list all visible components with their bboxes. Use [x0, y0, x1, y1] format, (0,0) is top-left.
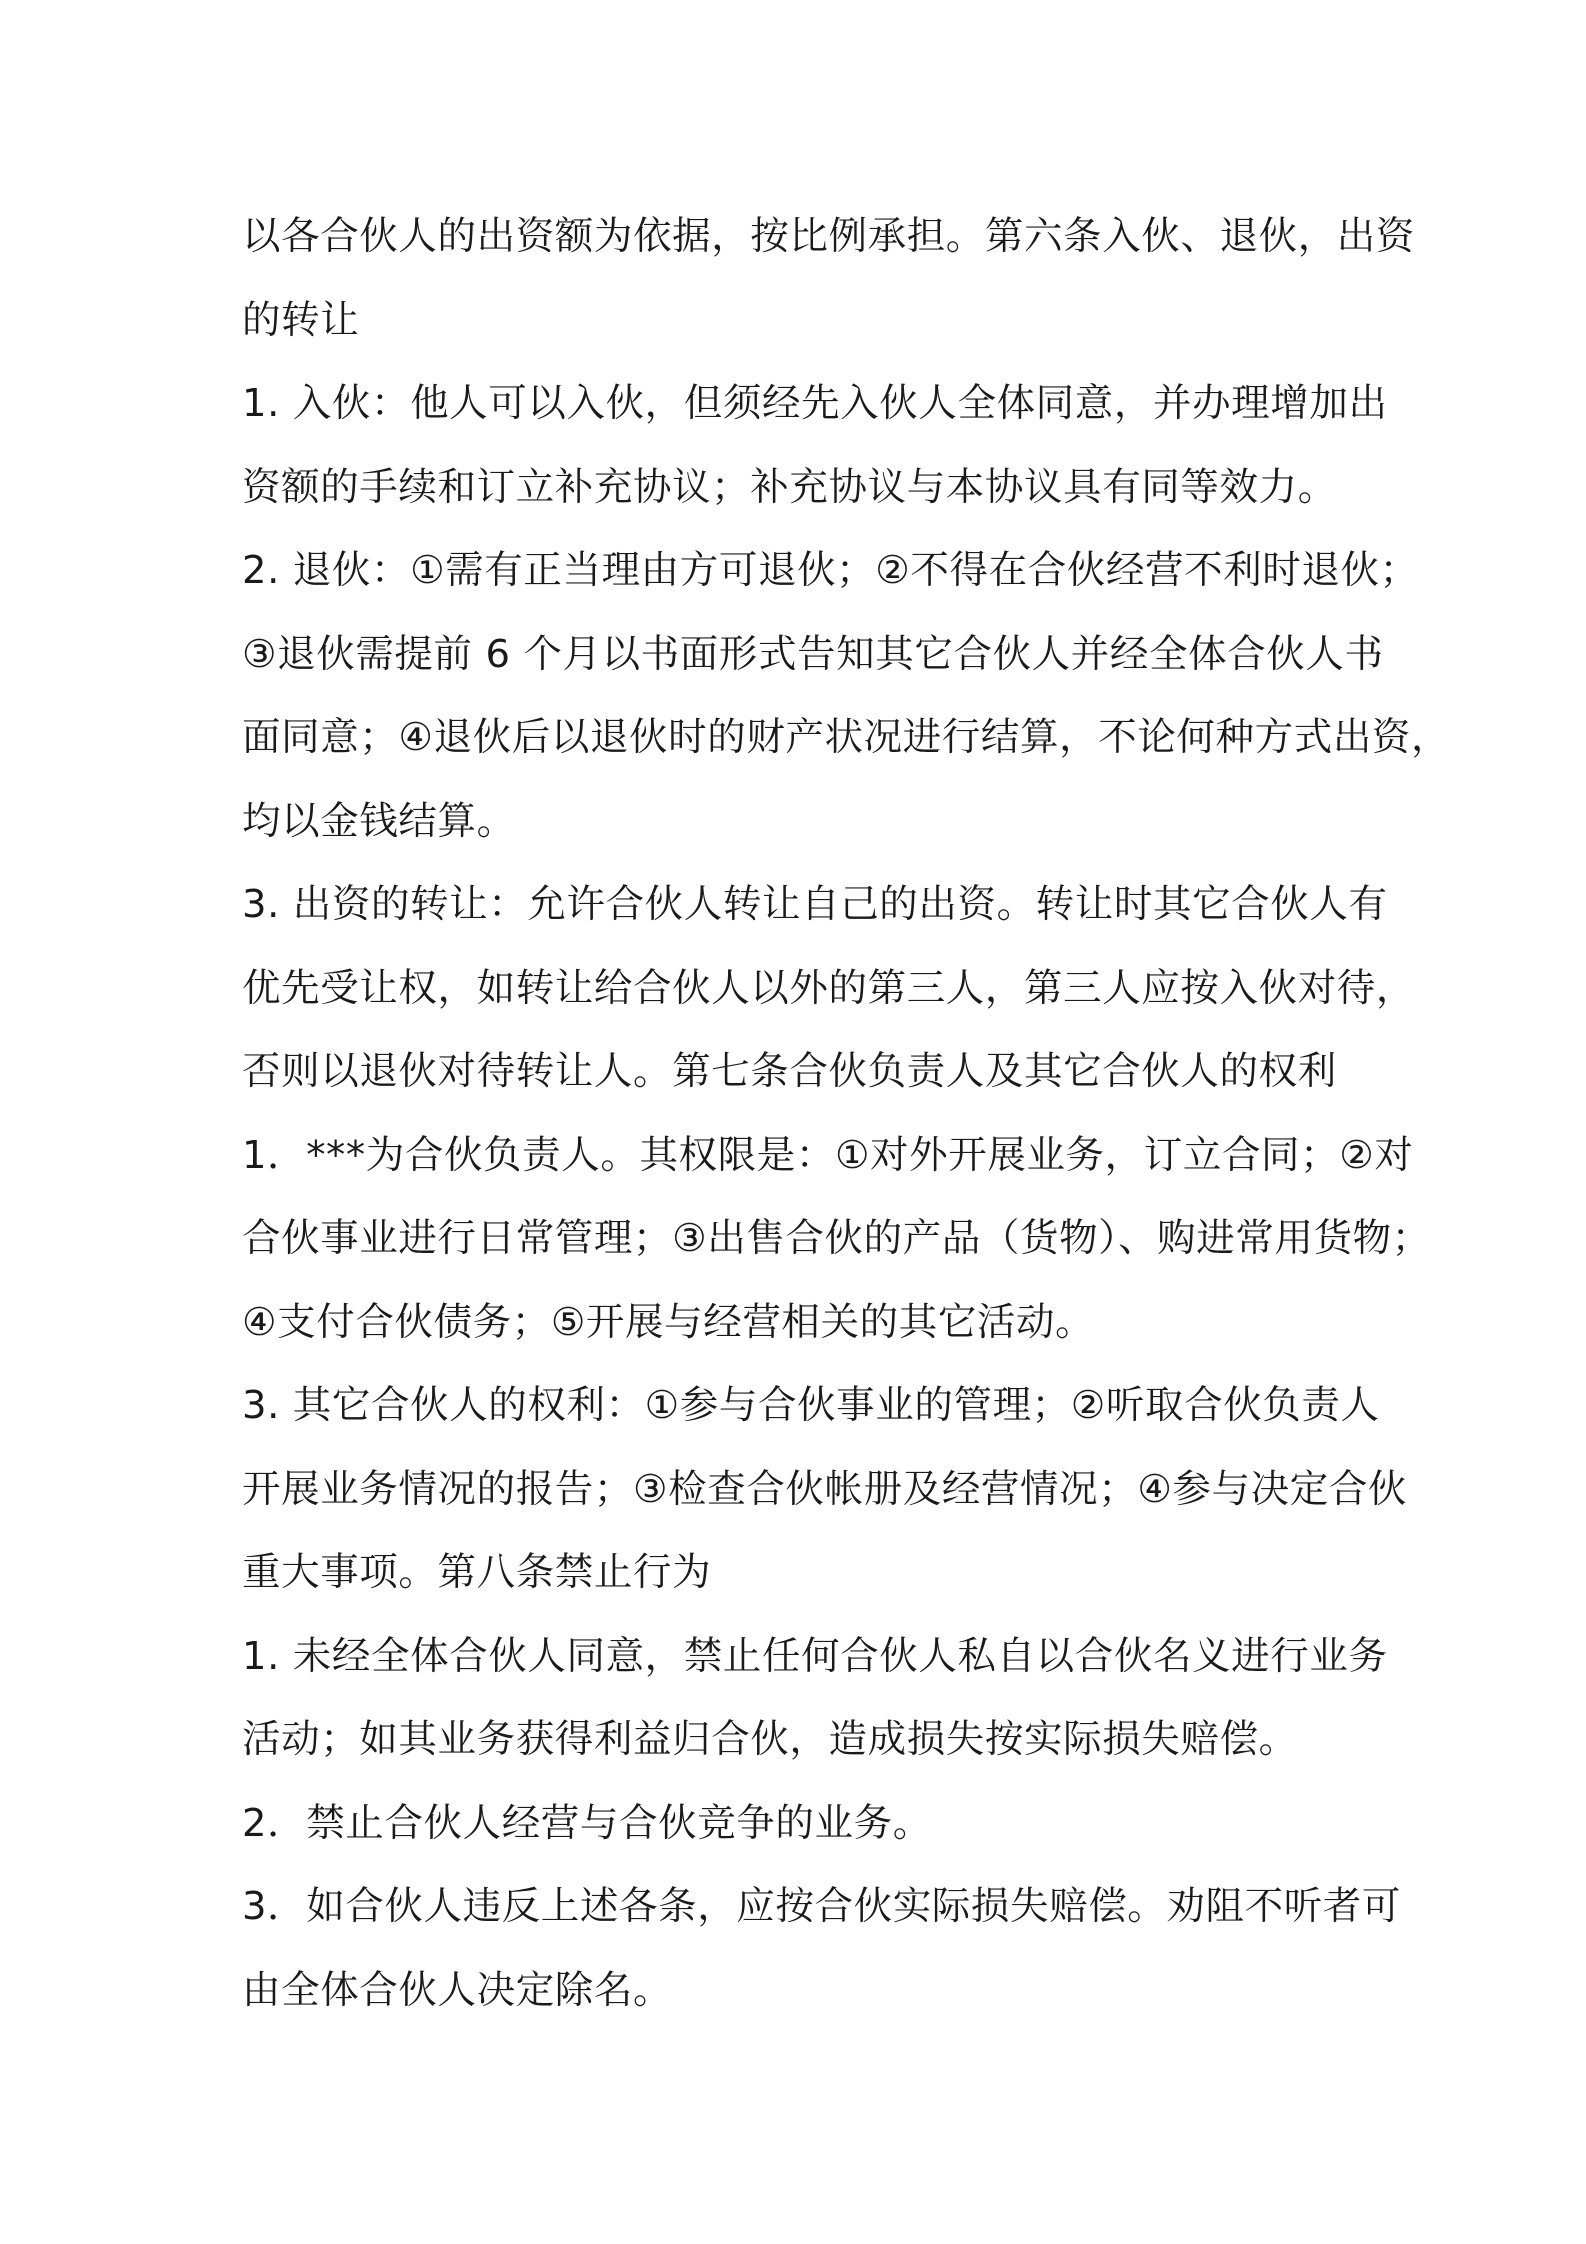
text-line: 2. 退伙：①需有正当理由方可退伙；②不得在合伙经营不利时退伙；: [242, 548, 1419, 593]
text-line: 3. 其它合伙人的权利：①参与合伙事业的管理；②听取合伙负责人: [242, 1383, 1380, 1428]
text-line: 资额的手续和订立补充协议；补充协议与本协议具有同等效力。: [242, 464, 1337, 510]
text-line: 的转让: [242, 297, 360, 343]
text-line: 活动；如其业务获得利益归合伙，造成损失按实际损失赔偿。: [242, 1717, 1298, 1762]
text-line: 3．如合伙人违反上述各条，应按合伙实际损失赔偿。劝阻不听者可: [242, 1884, 1401, 1929]
text-line: 否则以退伙对待转让人。第七条合伙负责人及其它合伙人的权利: [242, 1049, 1337, 1094]
text-line: 以各合伙人的出资额为依据，按比例承担。第六条入伙、退伙，出资: [242, 214, 1416, 259]
text-line: ④支付合伙债务；⑤开展与经营相关的其它活动。: [242, 1299, 1095, 1345]
text-line: 开展业务情况的报告；③检查合伙帐册及经营情况；④参与决定合伙: [242, 1466, 1408, 1512]
text-line: ③退伙需提前 6 个月以书面形式告知其它合伙人并经全体合伙人书: [242, 631, 1384, 677]
text-line: 1. 未经全体合伙人同意，禁止任何合伙人私自以合伙名义进行业务: [242, 1633, 1388, 1679]
text-line: 面同意；④退伙后以退伙时的财产状况进行结算，不论何种方式出资，: [242, 715, 1451, 760]
text-line: 合伙事业进行日常管理；③出售合伙的产品（货物）、购进常用货物；: [242, 1216, 1431, 1261]
text-line: 重大事项。第八条禁止行为: [242, 1550, 712, 1595]
text-line: 1. 入伙：他人可以入伙，但须经先入伙人全体同意，并办理增加出: [242, 381, 1388, 426]
text-line: 由全体合伙人决定除名。: [242, 1967, 673, 2013]
text-line: 均以金钱结算。: [242, 798, 516, 844]
document-body: [242, 195, 1451, 2032]
text-line: 优先受让权，如转让给合伙人以外的第三人，第三人应按入伙对待，: [242, 965, 1416, 1011]
text-line: 2．禁止合伙人经营与合伙竞争的业务。: [242, 1800, 932, 1846]
text-line: 1．***为合伙负责人。其权限是：①对外开展业务，订立合同；②对: [242, 1132, 1414, 1178]
text-line: 3. 出资的转让：允许合伙人转让自己的出资。转让时其它合伙人有: [242, 882, 1388, 927]
